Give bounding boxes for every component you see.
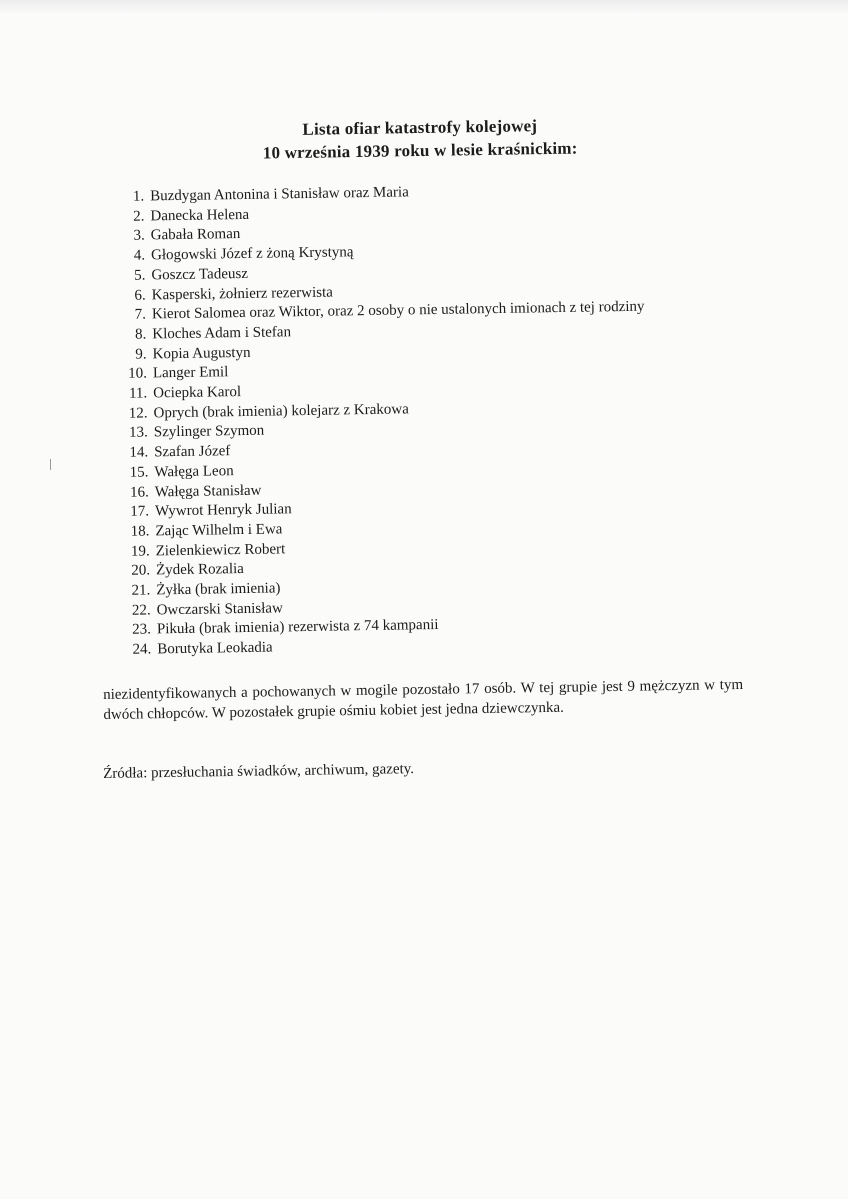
list-item-text: Wywrot Henryk Julian bbox=[154, 501, 292, 520]
list-item-number: 13. bbox=[128, 424, 148, 442]
list-item-text: Wałęga Stanisław bbox=[154, 482, 262, 500]
list-item-text: Kasperski, żołnierz rezerwista bbox=[151, 284, 333, 303]
list-item-text: Szylinger Szymon bbox=[153, 423, 265, 441]
list-item-text: Wałęga Leon bbox=[154, 463, 234, 481]
list-item-text: Szafan Józef bbox=[154, 443, 231, 461]
list-item-number: 17. bbox=[130, 503, 150, 521]
list-item-text: Głogowski Józef z żoną Krystyną bbox=[150, 244, 354, 264]
unidentified-note-text: niezidentyfikowanych a pochowanych w mogile pozostało 17 osób. W tej grupie jest 9 mężczyzn w tym dwóch chłopców. W pozostałek grupie ośmiu kobiet jest jedna dziewczynka. bbox=[103, 676, 744, 723]
list-item-number: 4. bbox=[133, 247, 146, 264]
list-item-number: 24. bbox=[132, 641, 152, 658]
list-item-number: 3. bbox=[133, 227, 145, 245]
list-item-text: Buzdygan Antonina i Stanisław oraz Maria bbox=[150, 184, 409, 205]
list-item-text: Kopia Augustyn bbox=[152, 344, 251, 363]
list-item-text: Danecka Helena bbox=[150, 206, 250, 225]
list-item-text: Langer Emil bbox=[152, 364, 229, 382]
list-item-text: Kierot Salomea oraz Wiktor, oraz 2 osoby o nie ustalonych imionach z tej rodziny bbox=[151, 298, 645, 323]
list-item-number: 7. bbox=[134, 306, 147, 323]
list-item-number: 18. bbox=[130, 523, 150, 540]
list-item-number: 22. bbox=[131, 602, 151, 619]
list-item-number: 12. bbox=[128, 405, 148, 422]
list-item-number: 8. bbox=[134, 326, 147, 343]
list-item-number: 23. bbox=[132, 621, 152, 639]
margin-mark bbox=[50, 459, 51, 470]
victims-list bbox=[114, 179, 721, 661]
list-item-number: 16. bbox=[129, 484, 149, 501]
list-item-text: Gabała Roman bbox=[150, 226, 241, 244]
list-item-number: 2. bbox=[133, 208, 145, 225]
list-item-text: Goszcz Tadeusz bbox=[151, 265, 249, 284]
list-item-number: 19. bbox=[130, 543, 150, 560]
list-item-text: Pikuła (brak imienia) rezerwista z 74 kampanii bbox=[156, 617, 439, 638]
list-item-number: 20. bbox=[131, 562, 151, 580]
list-item-text: Kloches Adam i Stefan bbox=[152, 324, 292, 343]
list-item-text: Oprych (brak imienia) kolejarz z Krakowa bbox=[153, 401, 409, 422]
list-item-text: Zielenkiewicz Robert bbox=[155, 541, 286, 560]
list-item-number: 1. bbox=[132, 188, 145, 205]
document-title bbox=[220, 113, 621, 165]
list-item-text: Żydek Rozalia bbox=[155, 561, 245, 579]
title-line-2: 10 września 1939 roku w lesie kraśnickim: bbox=[262, 138, 578, 163]
list-item-number: 10. bbox=[128, 365, 148, 383]
list-item-number: 14. bbox=[129, 444, 149, 461]
list-item-number: 21. bbox=[131, 582, 151, 599]
list-item-number: 5. bbox=[134, 267, 146, 284]
list-item-number: 11. bbox=[128, 385, 148, 402]
list-item-text: Żyłka (brak imienia) bbox=[156, 580, 281, 599]
list-item-text: Borutyka Leokadia bbox=[157, 639, 273, 658]
title-line-1: Lista ofiar katastrofy kolejowej bbox=[302, 116, 538, 139]
unidentified-note bbox=[103, 675, 744, 725]
list-item-number: 9. bbox=[135, 346, 147, 363]
list-item-number: 15. bbox=[129, 464, 149, 481]
sources-line: Źródła: przesłuchania świadków, archiwum, gazety. bbox=[103, 761, 415, 782]
list-item-text: Zając Wilhelm i Ewa bbox=[155, 521, 283, 540]
list-item-number: 6. bbox=[134, 287, 146, 304]
list-item-text: Owczarski Stanisław bbox=[156, 600, 283, 619]
list-item-text: Ociepka Karol bbox=[153, 384, 242, 402]
